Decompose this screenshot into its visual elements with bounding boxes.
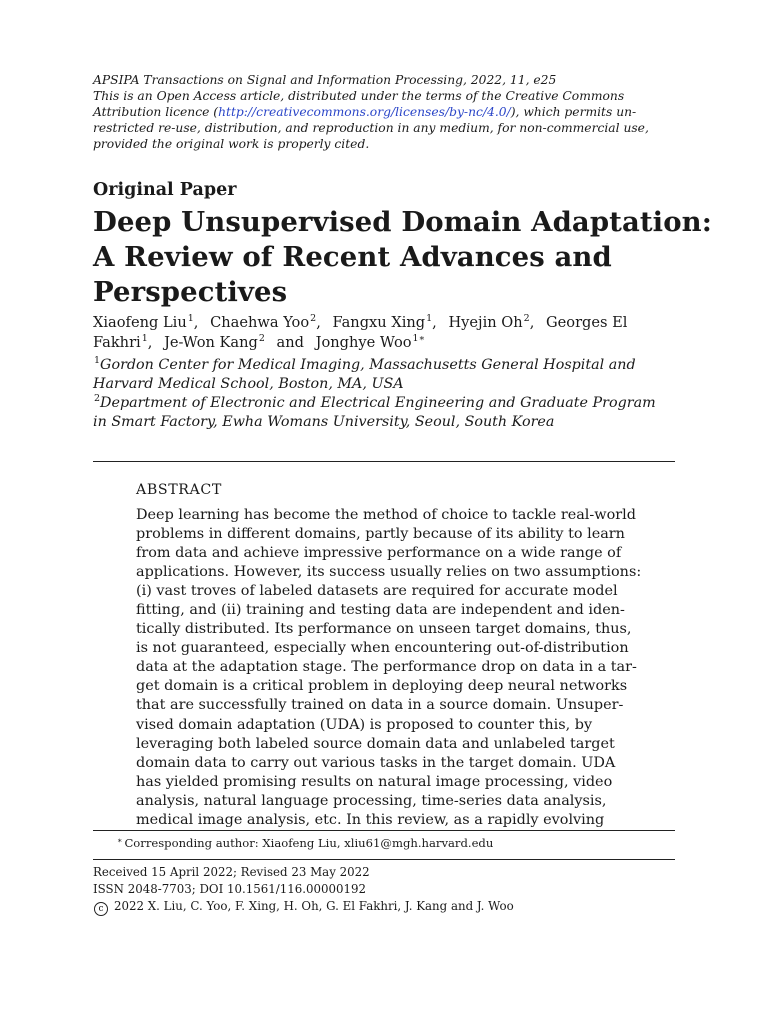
- affiliation-1: $^1$Gordon Center for Medical Imaging, Massachusetts General Hospital and: [94, 355, 636, 373]
- journal-header: [93, 72, 678, 152]
- license-text-before: Attribution licence (: [93, 105, 219, 119]
- footnote-divider: [93, 830, 675, 831]
- author: Chaehwa Yoo$^2$,: [210, 313, 321, 331]
- abstract-line: vised domain adaptation (UDA) is proposed to counter this, by: [136, 716, 593, 733]
- title-line: Perspectives: [93, 276, 288, 308]
- abstract-heading: ABSTRACT: [136, 482, 222, 498]
- title-line: Deep Unsupervised Domain Adaptation:: [93, 206, 713, 238]
- abstract-body: [136, 506, 642, 830]
- license-line-4: provided the original work is properly cited.: [93, 137, 370, 151]
- abstract-line: from data and achieve impressive performance on a wide range of: [136, 545, 622, 562]
- author: Fakhri$^1$,: [93, 333, 153, 351]
- author-list: [93, 313, 693, 353]
- license-line-2: [93, 104, 678, 120]
- journal-citation: APSIPA Transactions on Signal and Information Processing, 2022, 11, e25: [93, 73, 557, 87]
- affiliation-2-cont: in Smart Factory, Ewha Womans University, Seoul, South Korea: [93, 414, 555, 430]
- author: Je-Won Kang$^2$: [164, 333, 265, 351]
- abstract-line: domain data to carry out various tasks in the target domain. UDA: [136, 754, 616, 771]
- paper-type: Original Paper: [93, 180, 237, 200]
- copyright-line: [93, 898, 693, 916]
- author: Fangxu Xing$^1$,: [332, 313, 437, 331]
- abstract-line: problems in different domains, partly because of its ability to learn: [136, 526, 625, 543]
- title-line: A Review of Recent Advances and: [93, 241, 612, 273]
- abstract-line: applications. However, its success usually relies on two assumptions:: [136, 564, 642, 581]
- abstract-line: Deep learning has become the method of choice to tackle real-world: [136, 507, 636, 523]
- abstract-line: has yielded promising results on natural image processing, video: [136, 773, 613, 790]
- abstract-line: medical image analysis, etc. In this review, as a rapidly evolving: [136, 811, 605, 828]
- paper-title: [93, 205, 713, 310]
- copyright-text: 2022 X. Liu, C. Yoo, F. Xing, H. Oh, G. El Fakhri, J. Kang and J. Woo: [114, 899, 514, 913]
- abstract-line: analysis, natural language processing, time-series data analysis,: [136, 792, 607, 809]
- abstract-line: that are successfully trained on data in a source domain. Unsuper-: [136, 697, 624, 714]
- footnote-mark: ∗: [117, 836, 123, 845]
- abstract-line: (i) vast troves of labeled datasets are required for accurate model: [136, 583, 618, 600]
- divider: [93, 859, 675, 860]
- issn-doi: ISSN 2048-7703; DOI 10.1561/116.00000192: [93, 882, 367, 896]
- divider: [93, 461, 675, 462]
- affiliation-1-cont: Harvard Medical School, Boston, MA, USA: [93, 376, 404, 392]
- publication-info: [93, 864, 693, 916]
- footnote-text: Corresponding author: Xiaofeng Liu, xliu61@mgh.harvard.edu: [124, 836, 494, 850]
- license-text-after: ), which permits un-: [510, 105, 637, 119]
- copyright-icon: c: [94, 902, 108, 916]
- license-line-1: This is an Open Access article, distributed under the terms of the Creative Commons: [93, 89, 625, 103]
- author: Hyejin Oh$^2$,: [448, 313, 535, 331]
- author-line-2: [93, 333, 693, 353]
- abstract-line: is not guaranteed, especially when encountering out-of-distribution: [136, 640, 629, 657]
- license-link[interactable]: http://creativecommons.org/licenses/by-nc/4.0/: [218, 105, 511, 119]
- author-corresponding: Jonghye Woo$^{1∗}$: [315, 333, 426, 351]
- abstract-line: get domain is a critical problem in deploying deep neural networks: [136, 678, 628, 695]
- affiliation-list: [93, 356, 693, 432]
- author-line-1: [93, 313, 693, 333]
- affiliation-2: $^2$Department of Electronic and Electrical Engineering and Graduate Program: [94, 393, 656, 411]
- author: Xiaofeng Liu$^1$,: [93, 313, 199, 331]
- abstract-line: leveraging both labeled source domain data and unlabeled target: [136, 735, 615, 752]
- abstract-line: tically distributed. Its performance on unseen target domains, thus,: [136, 621, 632, 638]
- received-dates: Received 15 April 2022; Revised 23 May 2022: [93, 865, 370, 879]
- license-line-3: restricted re-use, distribution, and reproduction in any medium, for non-commercial use,: [93, 121, 649, 135]
- author-conjunction: and: [276, 334, 304, 351]
- corresponding-author-footnote: [93, 833, 693, 851]
- author: Georges El: [545, 314, 628, 331]
- abstract-line: data at the adaptation stage. The performance drop on data in a tar-: [136, 659, 637, 676]
- abstract-line: fitting, and (ii) training and testing data are independent and iden-: [136, 602, 625, 619]
